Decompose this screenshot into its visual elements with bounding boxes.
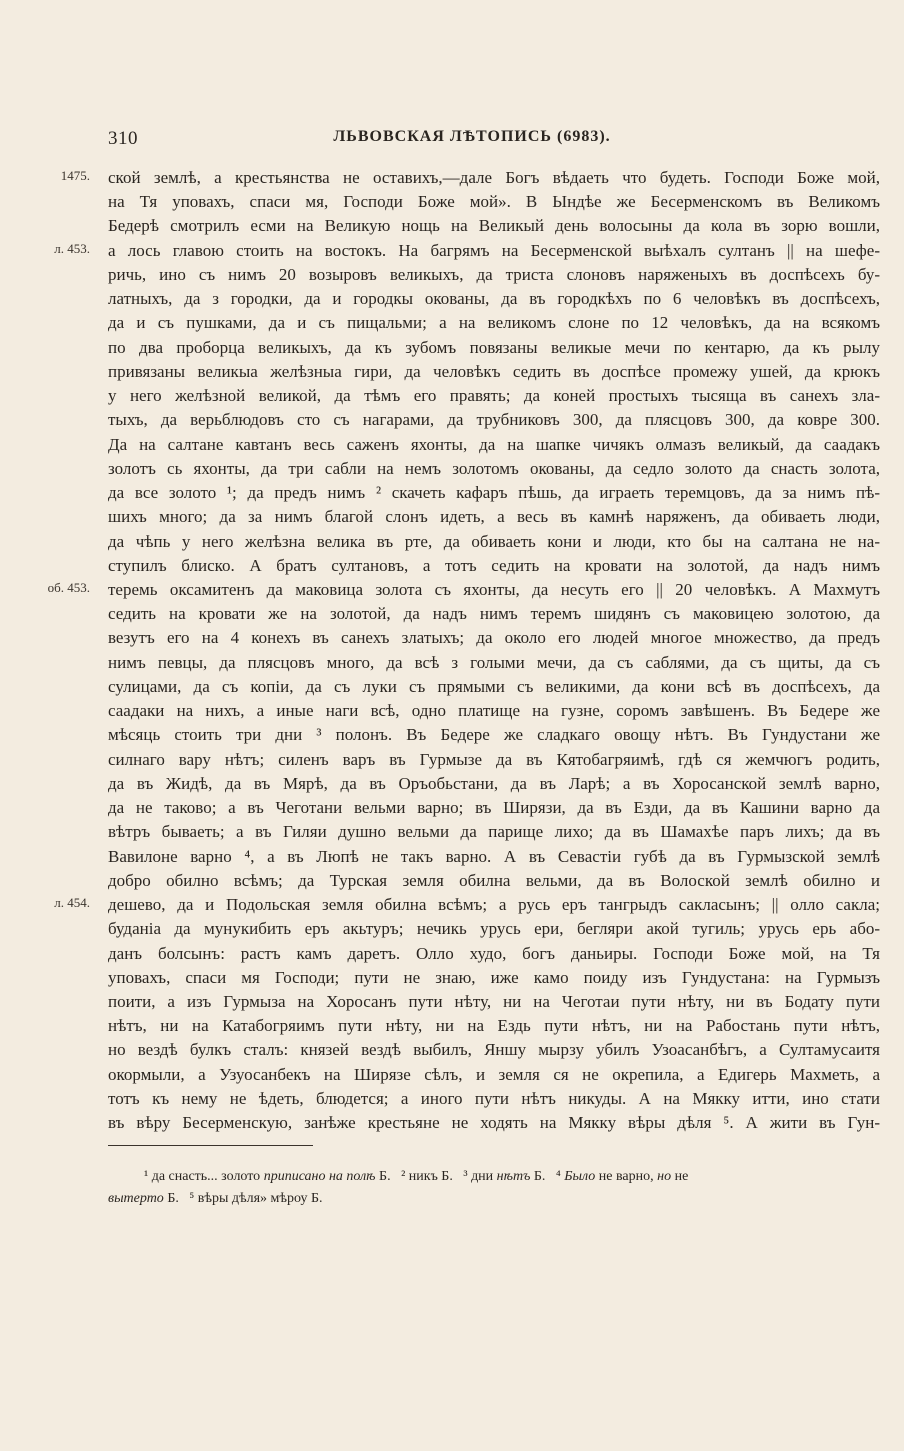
text-line <box>108 796 880 820</box>
footnote-marker: ⁵ <box>189 1191 195 1206</box>
footnote-text: вѣры дѣля» мѣроу Б. <box>194 1191 323 1206</box>
footnotes <box>108 1166 880 1210</box>
text-line <box>108 626 880 650</box>
text-line <box>47 578 880 602</box>
text-line <box>108 214 880 238</box>
text-line <box>108 723 880 747</box>
line-text: да чѣпь у него желѣзна велика въ рте, да обиваеть кони и люди, кто бы на салтана не на- <box>108 531 880 551</box>
text-line <box>108 942 880 966</box>
line-text: поити, а изъ Гурмыза на Хоросанъ пути нѣту, ни на Чеготаи пути нѣту, ни въ Бодату пути <box>108 991 880 1011</box>
line-text: но вездѣ булкъ сталъ: князей вездѣ выбилъ, Яншу мырзу убилъ Узоасанбѣгъ, а Султамусаитя <box>108 1040 880 1060</box>
line-text: золотъ сь яхонты, да три сабли на немъ золотомъ окованы, да седло золото да снасть золота, <box>108 458 880 478</box>
text-line <box>108 457 880 481</box>
text-line <box>108 263 880 287</box>
text-line <box>108 1014 880 1038</box>
line-text: сулицами, да съ копіи, да съ луки съ прямыми съ великими, да кони всѣ въ доспѣсехъ, да <box>108 676 880 696</box>
text-line <box>108 554 880 578</box>
line-text: дешево, да и Подольская земля обилна всѣмъ; а русь еръ тангрыдъ сакласынъ; || олло сакла; <box>108 895 880 915</box>
line-text: нѣтъ, ни на Катабогряимъ пути нѣту, ни на Ездь пути нѣтъ, ни на Рабостань пути нѣтъ, <box>108 1016 880 1036</box>
line-text: везутъ его на 4 конехъ въ санехъ златыхъ; да около его людей многое множество, да предъ <box>108 628 880 648</box>
line-text: добро обилно всѣмъ; да Турская земля обилна вельми, да въ Волоской землѣ обилно и <box>108 870 880 890</box>
text-line <box>108 505 880 529</box>
footnote-marker: ⁴ <box>555 1169 561 1184</box>
text-line <box>108 1063 880 1087</box>
text-line <box>54 893 880 917</box>
text-line <box>108 311 880 335</box>
footnote-text: не <box>671 1169 689 1184</box>
margin-note: л. 454. <box>54 895 90 911</box>
line-text: ступилъ блиско. А братъ султановъ, а тотъ седить на кровати на золотой, да надъ нимъ <box>108 555 880 575</box>
text-line <box>108 699 880 723</box>
page-number: 310 <box>108 128 138 149</box>
line-text: мѣсяць стоить три дни ³ полонъ. Въ Бедере же сладкаго овощу нѣтъ. Въ Гундустани же <box>108 725 880 745</box>
footnote-text: Б. <box>375 1169 391 1184</box>
running-title: ЛЬВОВСКАЯ ЛѢТОПИСЬ (6983). <box>333 128 611 145</box>
main-text <box>47 166 880 1135</box>
text-line <box>108 748 880 772</box>
line-text: по два проборца великыхъ, да къ зубомъ повязаны великые мечи по кентарю, да къ рылу <box>108 337 880 357</box>
line-text: привязаны великыа желѣзныа гири, да человѣкъ седить въ доспѣсе промежу ушей, да крюкъ <box>108 361 880 381</box>
text-line <box>108 917 880 941</box>
line-text: тотъ къ нему не ѣдеть, блюдется; а иного пути нѣтъ никуды. А на Мякку итти, ино стати <box>108 1088 880 1108</box>
text-line <box>108 336 880 360</box>
footnote-rule <box>108 1145 313 1146</box>
line-text: силнаго вару нѣтъ; силенъ варъ въ Гурмызе да въ Кятобагряимѣ, гдѣ ся жемчюгъ родить, <box>108 749 880 769</box>
text-line <box>108 1038 880 1062</box>
line-text: вѣтръ бываеть; а въ Гиляи душно вельми да парище лихо; да въ Шамахѣе паръ лихъ; да въ <box>108 822 880 842</box>
margin-note: об. 453. <box>47 579 90 595</box>
text-line <box>108 869 880 893</box>
footnote-italic: нѣтъ <box>496 1169 531 1184</box>
line-text: у него желѣзной великой, да тѣмъ его правять; да коней простыхъ тысяща въ санехъ зла- <box>108 386 880 406</box>
text-line <box>108 1087 880 1111</box>
text-line <box>108 651 880 675</box>
line-text: да не таково; а въ Чеготани вельми варно; въ Ширязи, да въ Езди, да въ Кашини варно да <box>108 798 880 818</box>
line-text: Вавилоне варно ⁴, а въ Люпѣ не такъ варно. А въ Севастіи губѣ да въ Гурмызской землѣ <box>108 846 880 866</box>
text-line <box>108 1111 880 1135</box>
line-text: шихъ много; да за нимъ благой слонъ идеть, а весь въ камнѣ наряженъ, да обиваеть люди, <box>108 507 880 527</box>
text-line <box>108 433 880 457</box>
line-text: да и съ пушками, да и съ пищальми; а на великомъ слоне по 12 человѣкъ, да на всякомъ <box>108 313 880 333</box>
footnote-marker: ¹ <box>144 1169 149 1184</box>
footnote-marker: ³ <box>463 1169 468 1184</box>
text-line <box>108 820 880 844</box>
footnote-text: да снасть... золото <box>148 1169 264 1184</box>
text-line <box>108 675 880 699</box>
text-line <box>108 360 880 384</box>
footnote-line <box>108 1166 880 1188</box>
line-text: саадаки на нихъ, а иные наги всѣ, одно платище на гузне, соромъ завѣшенъ. Въ Бедере же <box>108 701 880 721</box>
line-text: а лось главою стоить на востокъ. На багрямъ на Бесерменской выѣхалъ султанъ || на шефе- <box>108 240 880 260</box>
margin-note: л. 453. <box>54 240 90 256</box>
footnote-text: не варно, <box>595 1169 658 1184</box>
footnote-text: Б. <box>530 1169 546 1184</box>
text-line <box>108 845 880 869</box>
text-line <box>108 990 880 1014</box>
text-line <box>108 772 880 796</box>
line-text: въ вѣру Бесерменскую, занѣже крестьяне не ходять на Мякку вѣры дѣля ⁵. А жити въ Гун- <box>108 1113 880 1133</box>
footnote-text: Б. <box>163 1191 179 1206</box>
line-text: ричь, ино съ нимъ 20 возыровъ великыхъ, да триста слоновъ наряженыхъ въ доспѣсехъ бу- <box>108 264 880 284</box>
line-text: данъ болсынъ: растъ камъ даретъ. Олло худо, богъ даньиры. Господи Боже мой, на Тя <box>108 943 880 963</box>
footnote-marker: ² <box>401 1169 406 1184</box>
line-text: ской землѣ, а крестьянства не оставихъ,—дале Богъ вѣдаеть что будеть. Господи Боже мой, <box>108 168 880 187</box>
line-text: на Тя уповахъ, спаси мя, Господи Боже мой». В Ындѣе же Бесерменскомъ въ Великомъ <box>108 192 880 212</box>
footnote-italic: вытерто <box>108 1191 164 1206</box>
line-text: да все золото ¹; да предъ нимъ ² скачеть кафаръ пѣшь, да играеть теремцовъ, да за нимъ пѣ- <box>108 483 880 503</box>
footnote-text: никъ Б. <box>405 1169 453 1184</box>
line-text: тыхъ, да верьблюдовъ сто съ нагарами, да трубниковъ 300, да плясцовъ 300, да ковре 300. <box>108 410 880 430</box>
footnote-italic: приписано на полѣ <box>263 1169 376 1184</box>
line-text: латныхъ, да з городки, да и городкы окованы, да въ городкѣхъ по 6 человѣкъ въ доспѣсехъ, <box>108 289 880 309</box>
text-line <box>60 166 880 190</box>
line-text: Бедерѣ смотрилъ есми на Великую нощь на Великый день волосыны да кола въ зорю вошли, <box>108 216 880 236</box>
text-line <box>108 530 880 554</box>
line-text: окормыли, а Узуосанбекъ на Ширязе сѣлъ, и земля ся не окрепила, а Едигерь Махметь, а <box>108 1064 880 1084</box>
text-line <box>108 602 880 626</box>
line-text: теремь оксамитенъ да маковица золота съ яхонты, да несуть его || 20 человѣкъ. А Махмутъ <box>108 579 880 599</box>
text-line <box>108 190 880 214</box>
line-text: седить на кровати же на золотой, да надъ нимъ теремъ шидянъ съ маковицею золотою, да <box>108 604 880 624</box>
margin-note: 1475. <box>60 168 90 183</box>
footnote-italic: но <box>657 1169 672 1184</box>
line-text: уповахъ, спаси мя Господи; пути не знаю, иже камо поиду изъ Гундустана: на Гурмызъ <box>108 967 880 987</box>
text-line <box>54 239 880 263</box>
text-line <box>108 287 880 311</box>
footnote-italic: Было <box>564 1169 596 1184</box>
text-line <box>108 408 880 432</box>
line-text: да въ Жидѣ, да въ Мярѣ, да въ Оръобьстани, да въ Ларѣ; а въ Хоросанской землѣ варно, <box>108 773 880 793</box>
line-text: нимъ певцы, да плясцовъ много, да всѣ з голыми мечи, да съ саблями, да съ щиты, да съ <box>108 652 880 672</box>
text-line <box>108 481 880 505</box>
text-line <box>108 384 880 408</box>
text-line <box>108 966 880 990</box>
footnote-text: дни <box>467 1169 497 1184</box>
line-text: буданіа да мунукибить еръ акьтуръ; нечикь урусь ери, бегляри акой тугиль; урусь ерь або- <box>108 919 880 939</box>
line-text: Да на салтане кавтанъ весь саженъ яхонты, да на шапке чичякъ олмазъ великый, да саадакъ <box>108 434 880 454</box>
footnote-line <box>108 1188 880 1210</box>
